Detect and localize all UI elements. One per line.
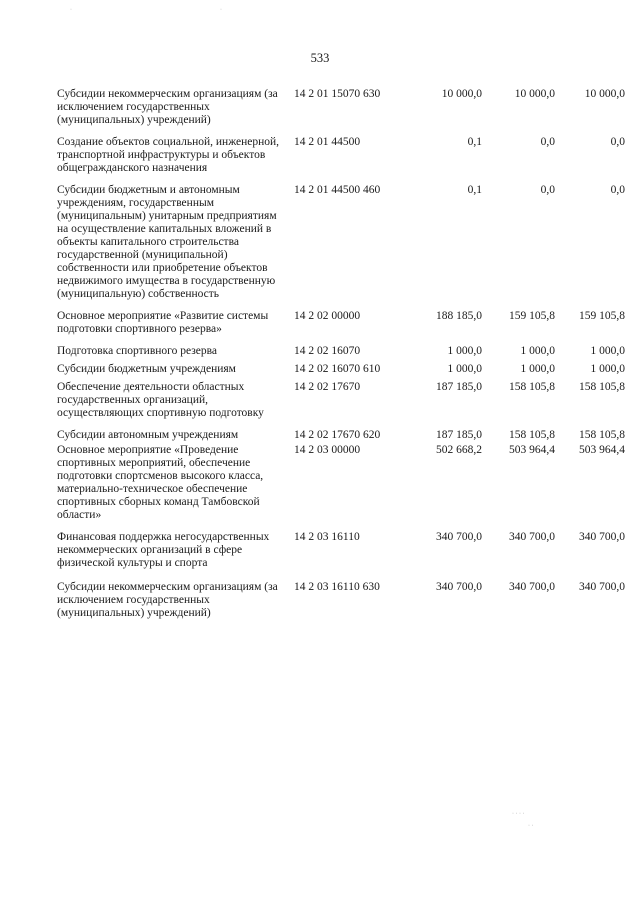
row-code: 14 2 02 16070 — [294, 345, 361, 357]
row-code: 14 2 03 16110 — [294, 531, 360, 543]
row-name: Субсидии некоммерческим организациям (за исключением государственных (муниципальных) учреждений) — [57, 88, 278, 126]
table-row — [57, 136, 625, 175]
table-row — [57, 531, 625, 570]
scan-speck: · · — [528, 823, 534, 829]
table-row — [57, 184, 625, 301]
row-name: Основное мероприятие «Развитие системы подготовки спортивного резерва» — [57, 310, 269, 335]
row-value-3: 1 000,0 — [590, 345, 625, 357]
row-value-1: 187 185,0 — [436, 381, 482, 393]
row-code: 14 2 02 16070 610 — [294, 363, 381, 375]
row-value-1: 188 185,0 — [436, 310, 482, 322]
row-name: Обеспечение деятельности областных государственных организаций, осуществляющих спортивную подготовку — [57, 381, 264, 419]
row-value-2: 340 700,0 — [509, 581, 555, 593]
table-row — [57, 345, 625, 358]
row-value-3: 159 105,8 — [579, 310, 625, 322]
scan-speck: · — [220, 7, 222, 13]
row-value-1: 1 000,0 — [447, 345, 482, 357]
page-number: 533 — [310, 51, 330, 65]
table-row — [57, 88, 625, 127]
row-value-1: 0,1 — [467, 184, 482, 196]
row-value-3: 0,0 — [610, 184, 625, 196]
row-value-3: 503 964,4 — [579, 444, 625, 456]
row-value-3: 1 000,0 — [590, 363, 625, 375]
row-code: 14 2 03 16110 630 — [294, 581, 380, 593]
table-row — [57, 363, 625, 376]
row-value-2: 503 964,4 — [509, 444, 555, 456]
table-row — [57, 310, 625, 336]
table-row — [57, 429, 625, 442]
row-value-3: 158 105,8 — [579, 429, 625, 441]
scan-speck: · · · · — [512, 811, 525, 817]
row-value-2: 158 105,8 — [509, 381, 555, 393]
row-value-3: 0,0 — [610, 136, 625, 148]
row-value-2: 340 700,0 — [509, 531, 555, 543]
table-row — [57, 381, 625, 420]
row-value-1: 10 000,0 — [441, 88, 482, 100]
row-value-2: 10 000,0 — [514, 88, 555, 100]
row-value-1: 340 700,0 — [436, 581, 482, 593]
row-code: 14 2 01 15070 630 — [294, 88, 381, 100]
row-code: 14 2 02 17670 620 — [294, 429, 381, 441]
row-value-2: 0,0 — [540, 136, 555, 148]
row-name: Субсидии бюджетным учреждениям — [57, 363, 236, 375]
row-name: Субсидии бюджетным и автономным учреждениям, государственным (муниципальным) унитарным предприятиям на осуществление капитальных вложений в объекты капитального строительства государственной (муниципальной) собственности или приобретение объектов недвижимого имущества в государственную (муниципальную) собственность — [57, 184, 277, 300]
row-value-2: 1 000,0 — [520, 345, 555, 357]
row-value-3: 340 700,0 — [579, 581, 625, 593]
table-row — [57, 581, 625, 620]
row-value-2: 1 000,0 — [520, 363, 555, 375]
row-code: 14 2 02 17670 — [294, 381, 361, 393]
row-value-1: 187 185,0 — [436, 429, 482, 441]
row-value-2: 158 105,8 — [509, 429, 555, 441]
row-value-2: 0,0 — [540, 184, 555, 196]
row-code: 14 2 02 00000 — [294, 310, 361, 322]
row-name: Подготовка спортивного резерва — [57, 345, 218, 357]
row-name: Финансовая поддержка негосударственных некоммерческих организаций в сфере физической культуры и спорта — [57, 531, 270, 569]
row-value-3: 340 700,0 — [579, 531, 625, 543]
table-row — [57, 444, 625, 522]
row-name: Создание объектов социальной, инженерной, транспортной инфраструктуры и объектов общегражданского назначения — [57, 136, 280, 174]
row-name: Субсидии некоммерческим организациям (за исключением государственных (муниципальных) учреждений) — [57, 581, 278, 619]
row-value-1: 502 668,2 — [436, 444, 482, 456]
row-value-3: 10 000,0 — [584, 88, 625, 100]
row-value-1: 0,1 — [467, 136, 482, 148]
row-name: Основное мероприятие «Проведение спортивных мероприятий, обеспечение подготовки спортсменов высокого класса, материально-техническое обеспечение спортивных сборных команд Тамбовской области» — [57, 444, 264, 521]
row-code: 14 2 01 44500 460 — [294, 184, 381, 196]
row-code: 14 2 01 44500 — [294, 136, 361, 148]
budget-table — [57, 88, 625, 627]
row-name: Субсидии автономным учреждениям — [57, 429, 239, 441]
row-value-3: 158 105,8 — [579, 381, 625, 393]
scan-speck: · — [70, 7, 72, 13]
row-code: 14 2 03 00000 — [294, 444, 361, 456]
row-value-2: 159 105,8 — [509, 310, 555, 322]
row-value-1: 1 000,0 — [447, 363, 482, 375]
row-value-1: 340 700,0 — [436, 531, 482, 543]
